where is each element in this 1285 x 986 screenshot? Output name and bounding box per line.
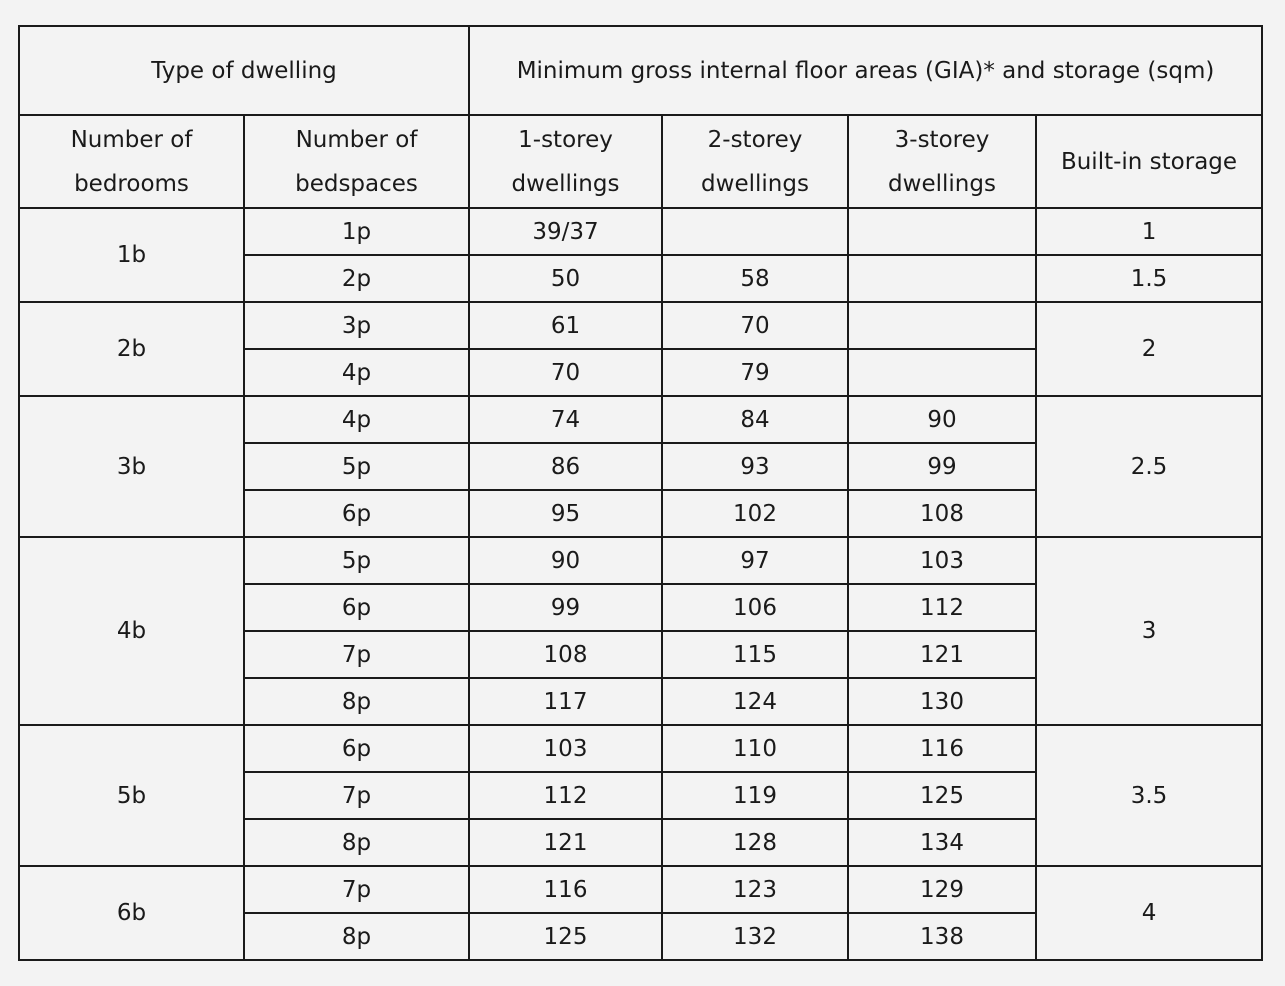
three-storey-cell: 134	[848, 819, 1036, 866]
bedrooms-cell: 5b	[19, 725, 244, 866]
bedrooms-cell: 1b	[19, 208, 244, 302]
storage-cell: 1.5	[1036, 255, 1262, 302]
two-storey-cell: 115	[662, 631, 848, 678]
three-storey-cell: 125	[848, 772, 1036, 819]
one-storey-cell: 70	[469, 349, 662, 396]
col-header-2-storey: 2-storey dwellings	[662, 115, 848, 208]
dwelling-type-header: Type of dwelling	[19, 26, 469, 115]
col-header-bedspaces: Number of bedspaces	[244, 115, 469, 208]
bedspaces-cell: 1p	[244, 208, 469, 255]
bedspaces-cell: 6p	[244, 584, 469, 631]
one-storey-cell: 95	[469, 490, 662, 537]
bedrooms-cell: 2b	[19, 302, 244, 396]
one-storey-cell: 103	[469, 725, 662, 772]
one-storey-cell: 61	[469, 302, 662, 349]
three-storey-cell: 103	[848, 537, 1036, 584]
bedspaces-cell: 7p	[244, 772, 469, 819]
bedspaces-cell: 7p	[244, 631, 469, 678]
one-storey-cell: 39/37	[469, 208, 662, 255]
two-storey-cell: 106	[662, 584, 848, 631]
three-storey-cell: 108	[848, 490, 1036, 537]
bedspaces-cell: 8p	[244, 913, 469, 960]
bedspaces-cell: 8p	[244, 678, 469, 725]
table-row	[19, 537, 1262, 584]
three-storey-cell: 90	[848, 396, 1036, 443]
one-storey-cell: 125	[469, 913, 662, 960]
storage-cell: 3.5	[1036, 725, 1262, 866]
three-storey-cell	[848, 255, 1036, 302]
table-row	[19, 866, 1262, 913]
two-storey-cell: 119	[662, 772, 848, 819]
two-storey-cell: 102	[662, 490, 848, 537]
two-storey-cell: 124	[662, 678, 848, 725]
storage-cell: 2.5	[1036, 396, 1262, 537]
three-storey-cell: 112	[848, 584, 1036, 631]
two-storey-cell: 123	[662, 866, 848, 913]
table-row	[19, 208, 1262, 255]
three-storey-cell	[848, 349, 1036, 396]
two-storey-cell: 70	[662, 302, 848, 349]
bedspaces-cell: 7p	[244, 866, 469, 913]
one-storey-cell: 74	[469, 396, 662, 443]
one-storey-cell: 112	[469, 772, 662, 819]
two-storey-cell: 132	[662, 913, 848, 960]
bedspaces-cell: 4p	[244, 349, 469, 396]
bedspaces-cell: 5p	[244, 443, 469, 490]
three-storey-cell	[848, 208, 1036, 255]
table-row	[19, 725, 1262, 772]
one-storey-cell: 108	[469, 631, 662, 678]
three-storey-cell: 130	[848, 678, 1036, 725]
one-storey-cell: 116	[469, 866, 662, 913]
bedrooms-cell: 3b	[19, 396, 244, 537]
one-storey-cell: 99	[469, 584, 662, 631]
header-row-columns	[19, 115, 1262, 208]
two-storey-cell: 93	[662, 443, 848, 490]
one-storey-cell: 117	[469, 678, 662, 725]
bedspaces-cell: 4p	[244, 396, 469, 443]
header-row-top	[19, 26, 1262, 115]
col-header-storage: Built-in storage	[1036, 115, 1262, 208]
bedspaces-cell: 8p	[244, 819, 469, 866]
one-storey-cell: 86	[469, 443, 662, 490]
bedspaces-cell: 6p	[244, 725, 469, 772]
three-storey-cell: 129	[848, 866, 1036, 913]
two-storey-cell	[662, 208, 848, 255]
three-storey-cell: 121	[848, 631, 1036, 678]
storage-cell: 2	[1036, 302, 1262, 396]
gia-header: Minimum gross internal floor areas (GIA)* and storage (sqm)	[469, 26, 1262, 115]
col-header-1-storey: 1-storey dwellings	[469, 115, 662, 208]
storage-cell: 3	[1036, 537, 1262, 725]
storage-cell: 1	[1036, 208, 1262, 255]
bedrooms-cell: 4b	[19, 537, 244, 725]
two-storey-cell: 58	[662, 255, 848, 302]
bedrooms-cell: 6b	[19, 866, 244, 960]
table-row	[19, 396, 1262, 443]
bedspaces-cell: 3p	[244, 302, 469, 349]
col-header-3-storey: 3-storey dwellings	[848, 115, 1036, 208]
two-storey-cell: 84	[662, 396, 848, 443]
three-storey-cell: 138	[848, 913, 1036, 960]
space-standards-table	[18, 25, 1263, 961]
bedspaces-cell: 5p	[244, 537, 469, 584]
one-storey-cell: 90	[469, 537, 662, 584]
table-row	[19, 302, 1262, 349]
three-storey-cell: 99	[848, 443, 1036, 490]
one-storey-cell: 121	[469, 819, 662, 866]
col-header-bedrooms: Number of bedrooms	[19, 115, 244, 208]
two-storey-cell: 110	[662, 725, 848, 772]
storage-cell: 4	[1036, 866, 1262, 960]
two-storey-cell: 128	[662, 819, 848, 866]
two-storey-cell: 79	[662, 349, 848, 396]
bedspaces-cell: 2p	[244, 255, 469, 302]
one-storey-cell: 50	[469, 255, 662, 302]
two-storey-cell: 97	[662, 537, 848, 584]
three-storey-cell	[848, 302, 1036, 349]
three-storey-cell: 116	[848, 725, 1036, 772]
bedspaces-cell: 6p	[244, 490, 469, 537]
